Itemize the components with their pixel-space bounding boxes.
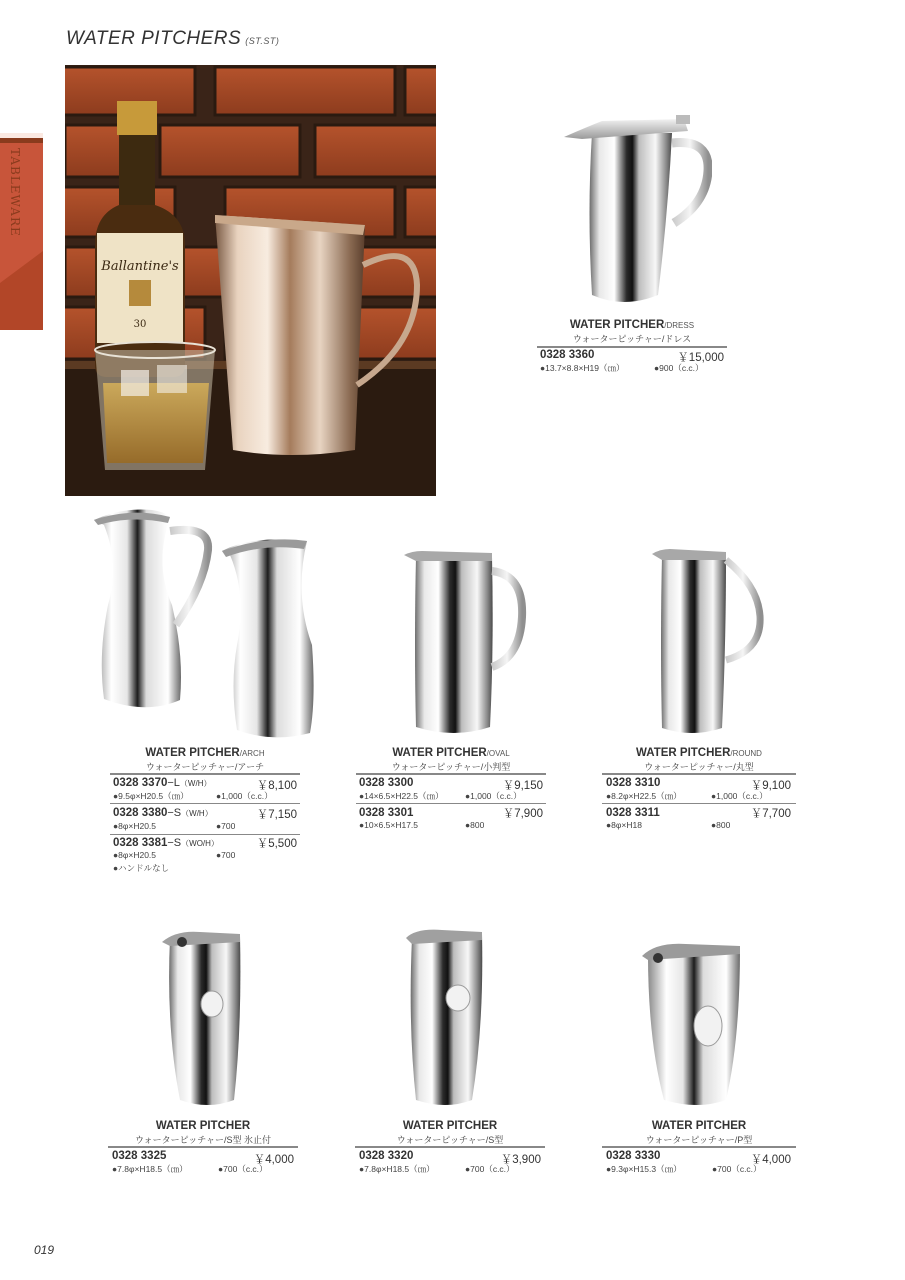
dress-caption (537, 319, 727, 345)
bottle-label: Ballantine's (101, 259, 179, 274)
category-label: TABLEWARE (8, 148, 22, 237)
oval-name: WATER PITCHER/OVAL (392, 747, 510, 759)
arch-item-spec-volume: ●1,000（c.c.） (216, 791, 273, 801)
pitcher-p-type-image (642, 940, 746, 1110)
arch-caption (110, 747, 300, 773)
p-type-spec-size: ●9.3φ×H15.3（㎝） (606, 1164, 682, 1174)
s-type-name: WATER PITCHER (402, 1120, 498, 1132)
arch-item-spec-size: ●9.5φ×H20.5（㎝） (113, 791, 189, 801)
dress-spec-volume: ●900（c.c.） (654, 363, 704, 373)
dress-spec-size: ●13.7×8.8×H19（㎝） (540, 363, 625, 373)
title-material: (ST.ST) (245, 36, 280, 46)
arch-item-spec-size: ●8φ×H20.5 (113, 850, 157, 860)
dress-name: WATER PITCHER/DRESS (569, 319, 695, 331)
arch-item-spec-volume: ●700 (216, 821, 236, 831)
arch-jp: ウォーターピッチャー/アーチ (145, 762, 265, 772)
oval-item-code: 0328 3301 (359, 807, 414, 819)
hero-photo (65, 65, 436, 496)
arch-item-price: ￥8,100 (256, 780, 297, 792)
s-type-spec-volume: ●700（c.c.） (465, 1164, 515, 1174)
round-item-code: 0328 3311 (606, 807, 660, 819)
round-rule (602, 773, 796, 775)
arch-name: WATER PITCHER/ARCH (145, 747, 265, 759)
s-ice-name: WATER PITCHER (155, 1120, 251, 1132)
dress-code: 0328 3360 (540, 349, 595, 361)
title-text: WATER PITCHERS (66, 28, 242, 49)
round-item-price: ￥7,700 (750, 808, 791, 820)
oval-item-spec-volume: ●1,000（c.c.） (465, 791, 522, 801)
s-ice-spec-size: ●7.8φ×H18.5（㎝） (112, 1164, 188, 1174)
s-ice-code: 0328 3325 (112, 1150, 167, 1162)
oval-item-code: 0328 3300 (359, 777, 414, 789)
s-ice-rule (108, 1146, 298, 1148)
oval-rule (356, 773, 546, 775)
p-type-spec-volume: ●700（c.c.） (712, 1164, 762, 1174)
s-type-code: 0328 3320 (359, 1150, 414, 1162)
pitcher-arch-image (92, 505, 322, 740)
s-type-spec-size: ●7.8φ×H18.5（㎝） (359, 1164, 435, 1174)
arch-divider (110, 803, 300, 804)
oval-jp: ウォーターピッチャー/小判型 (391, 762, 511, 772)
s-type-jp: ウォーターピッチャー/S型 (396, 1135, 504, 1145)
arch-item-code: 0328 3381−S（WO/H） (113, 837, 219, 849)
oval-item-price: ￥7,900 (502, 808, 543, 820)
oval-item-price: ￥9,150 (502, 780, 543, 792)
pitcher-round-image (652, 546, 767, 739)
arch-item-spec-size: ●8φ×H20.5 (113, 821, 157, 831)
round-item-spec-volume: ●1,000（c.c.） (711, 791, 768, 801)
s-type-price: ￥3,900 (500, 1154, 541, 1166)
oval-divider (356, 803, 546, 804)
s-ice-jp: ウォーターピッチャー/S型 氷止付 (134, 1135, 271, 1145)
round-divider (602, 803, 796, 804)
round-item-spec-size: ●8φ×H18 (606, 820, 642, 830)
s-ice-caption (108, 1120, 298, 1146)
round-item-price: ￥9,100 (750, 780, 791, 792)
round-item-code: 0328 3310 (606, 777, 661, 789)
oval-item-spec-volume: ●800 (465, 820, 485, 830)
s-ice-price: ￥4,000 (253, 1154, 294, 1166)
p-type-jp: ウォーターピッチャー/P型 (645, 1135, 753, 1145)
oval-item-spec-size: ●10×6.5×H17.5 (359, 820, 419, 830)
round-caption (602, 747, 796, 773)
pitcher-oval-image (402, 547, 532, 739)
round-item-spec-volume: ●800 (711, 820, 731, 830)
arch-item-price: ￥7,150 (256, 809, 297, 821)
round-item-spec-size: ●8.2φ×H22.5（㎝） (606, 791, 682, 801)
p-type-rule (602, 1146, 796, 1148)
oval-item-spec-size: ●14×6.5×H22.5（㎝） (359, 791, 444, 801)
arch-item-code: 0328 3370−L（W/H） (113, 777, 212, 789)
dress-jp: ウォーターピッチャー/ドレス (572, 334, 692, 344)
pitcher-s-type-image (404, 926, 488, 1110)
p-type-price: ￥4,000 (750, 1154, 791, 1166)
arch-item-price: ￥5,500 (256, 838, 297, 850)
s-type-caption (355, 1120, 545, 1146)
s-type-rule (355, 1146, 545, 1148)
arch-item-note: ●ハンドルなし (113, 863, 170, 873)
pitcher-dress-image (562, 113, 712, 313)
p-type-name: WATER PITCHER (651, 1120, 747, 1132)
bottle-age: 30 (133, 319, 147, 330)
round-jp: ウォーターピッチャー/丸型 (644, 762, 754, 772)
page-title (66, 28, 279, 50)
p-type-caption (602, 1120, 796, 1146)
arch-item-code: 0328 3380−S（W/H） (113, 807, 213, 819)
round-name: WATER PITCHER/ROUND (636, 747, 762, 759)
s-ice-spec-volume: ●700（c.c.） (218, 1164, 268, 1174)
pitcher-s-ice-image (160, 928, 250, 1110)
arch-item-spec-volume: ●700 (216, 850, 236, 860)
oval-caption (356, 747, 546, 773)
arch-rule (110, 773, 300, 775)
p-type-code: 0328 3330 (606, 1150, 661, 1162)
whisky-glass (95, 342, 215, 470)
page-number: 019 (34, 1243, 55, 1257)
dress-rule (537, 346, 727, 348)
dress-price: ￥15,000 (677, 352, 724, 364)
